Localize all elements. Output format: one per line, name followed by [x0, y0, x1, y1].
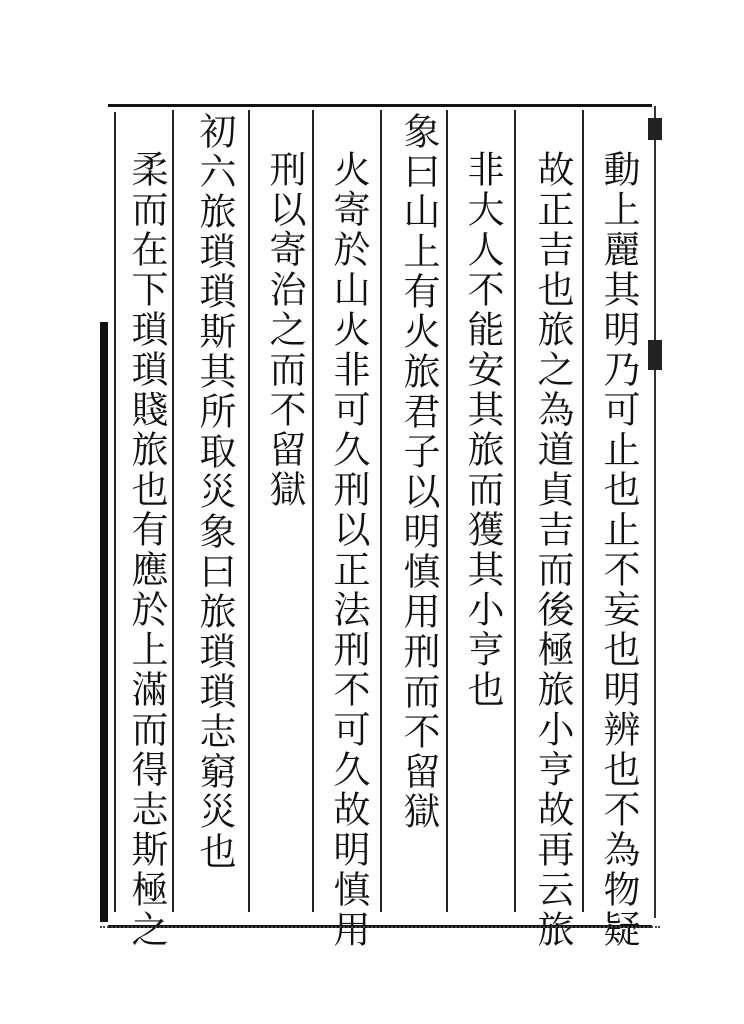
fore-edge-line [654, 106, 656, 918]
text-column-5: 火寄於山火非可久刑以正法刑不可久故明慎用 [327, 150, 370, 950]
column-rule [312, 110, 314, 912]
column-rule [582, 110, 584, 912]
column-rule [514, 110, 516, 912]
column-rule [172, 110, 174, 912]
text-column-4: 象曰山上有火旅君子以明慎用刑而不留獄 [397, 112, 440, 832]
text-column-8: 柔而在下瑣瑣賤旅也有應於上滿而得志斯極之 [125, 150, 168, 950]
text-column-1: 動上麗其明乃可止也止不妄也明辨也不為物疑 [597, 150, 640, 950]
column-rule [446, 110, 448, 912]
page-border-left-heavy [100, 322, 108, 922]
column-rule [248, 110, 250, 912]
text-column-3: 非大人不能安其旅而獲其小亨也 [461, 150, 504, 710]
bottom-dotted-edge [100, 926, 660, 930]
text-column-2: 故正吉也旅之為道貞吉而後極旅小亨故再云旅 [531, 150, 574, 950]
page-border-left [114, 112, 116, 912]
text-column-7: 初六旅瑣瑣斯其所取災象曰旅瑣瑣志窮災也 [193, 112, 236, 872]
fore-edge-mark [648, 340, 662, 370]
text-column-6: 刑以寄治之而不留獄 [263, 150, 306, 510]
column-rule [380, 110, 382, 912]
fore-edge-mark [648, 118, 662, 140]
